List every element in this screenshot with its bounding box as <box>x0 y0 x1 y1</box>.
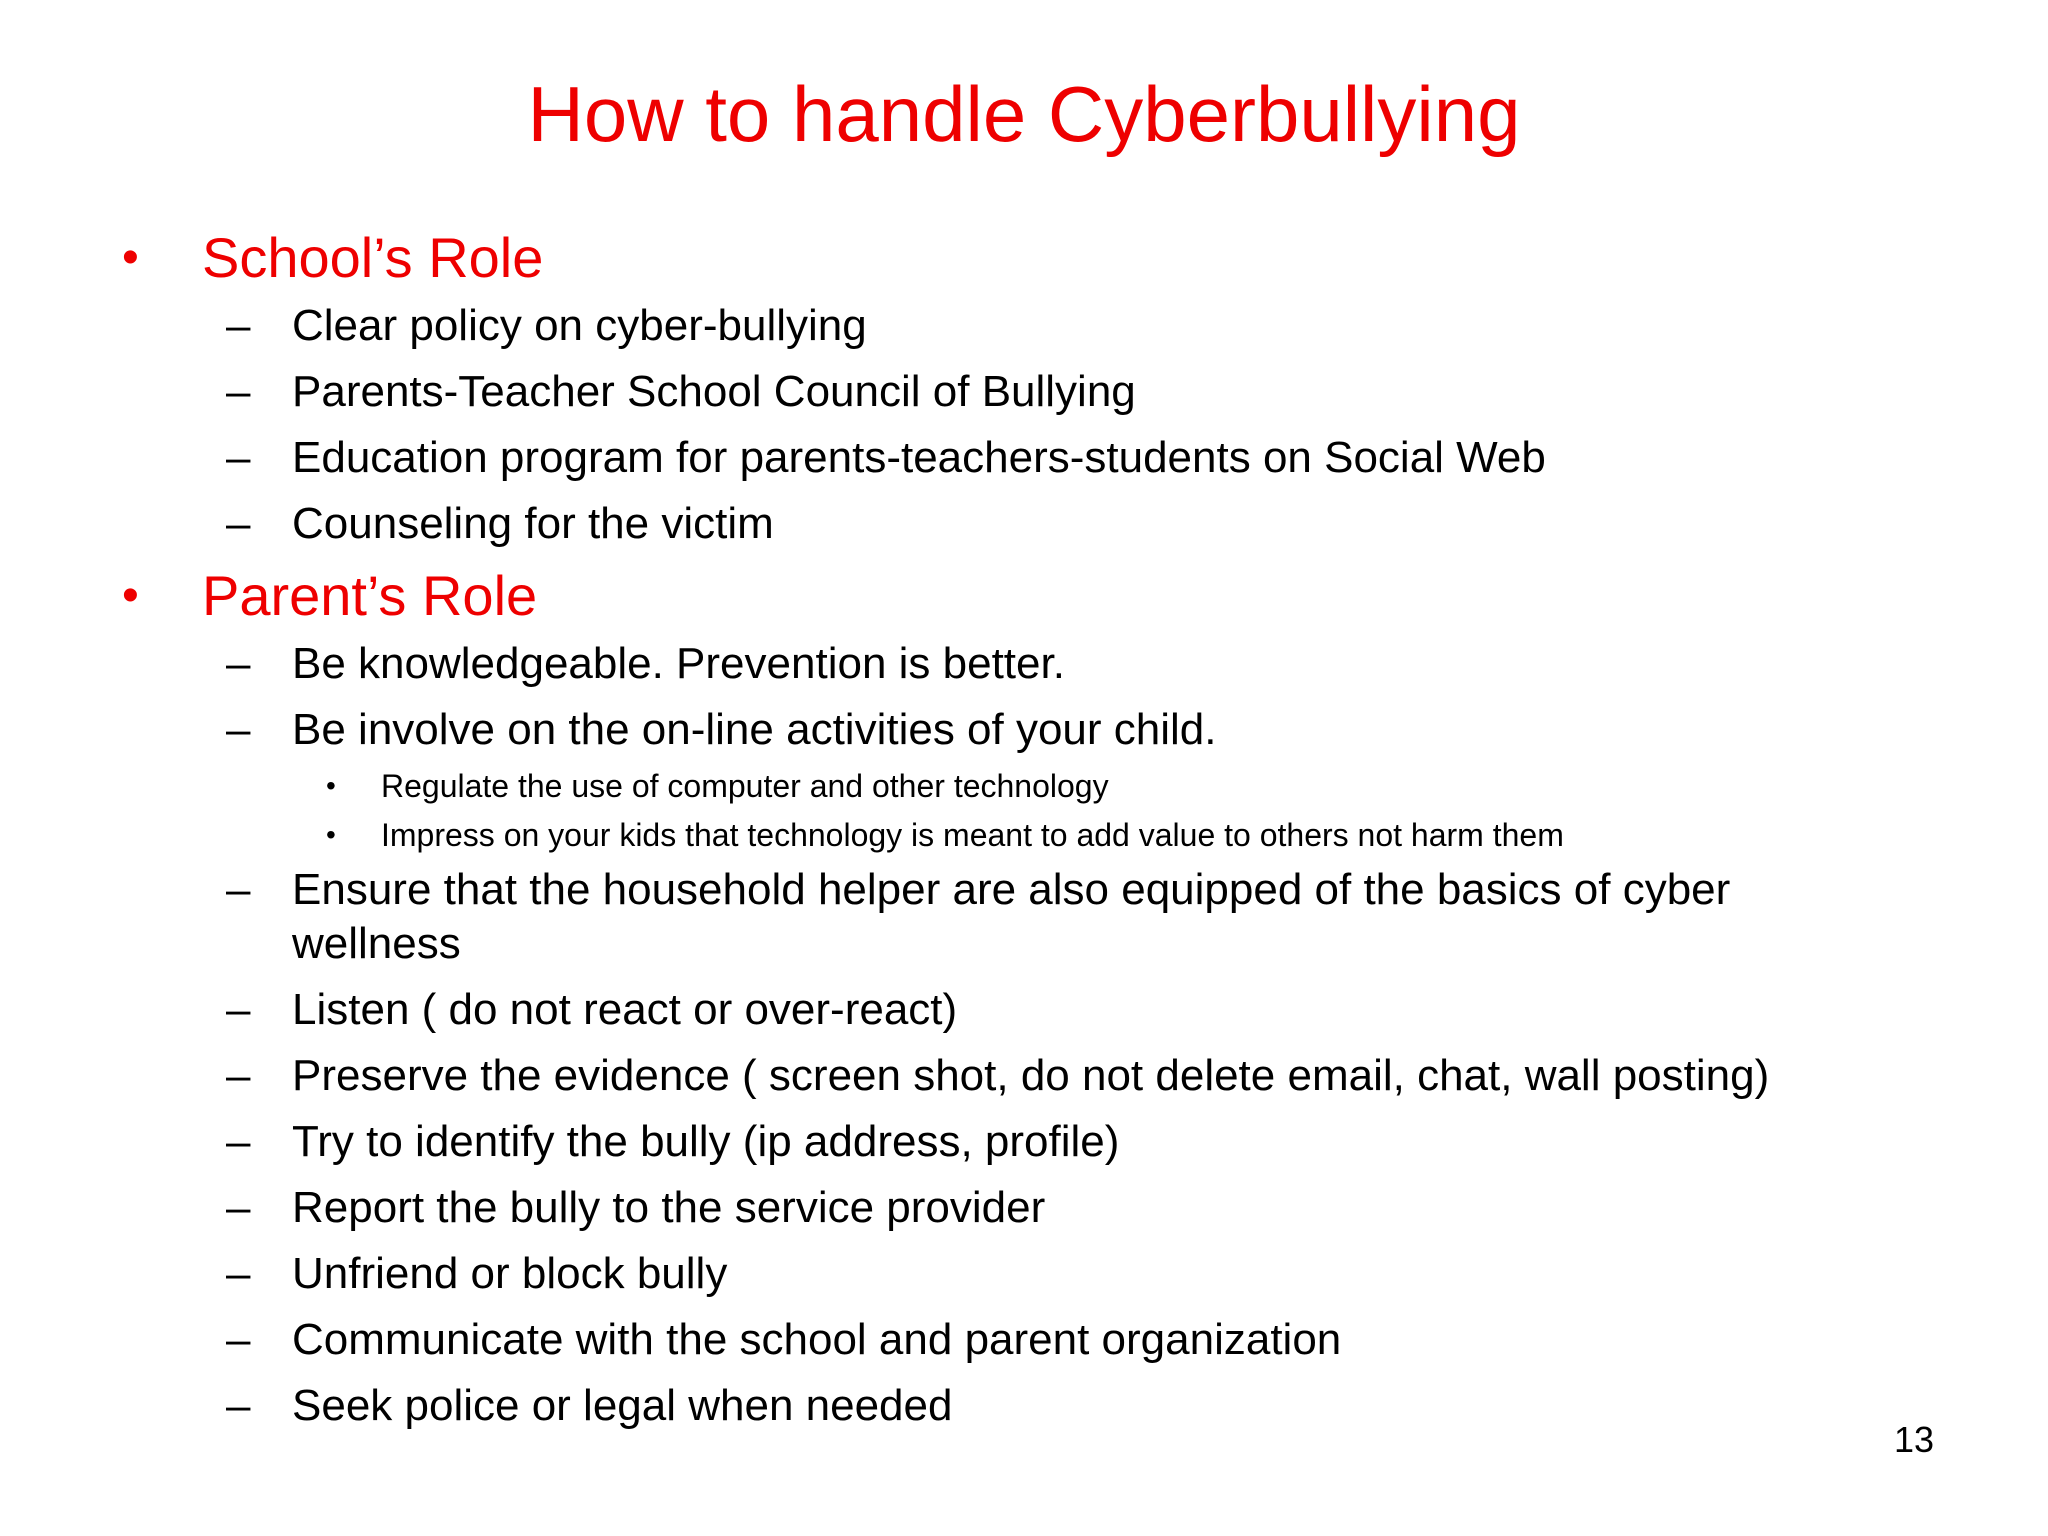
dash-marker: – <box>226 367 251 416</box>
list-item-text: Be involve on the on-line activities of your child. <box>292 705 1217 754</box>
list-item <box>0 1247 2048 1301</box>
list-item <box>0 983 2048 1037</box>
dash-marker: – <box>226 1381 251 1430</box>
list-item <box>0 1313 2048 1367</box>
list-item-text: Be knowledgeable. Prevention is better. <box>292 639 1065 688</box>
sub-list-item <box>0 815 2048 855</box>
list-item-text: Education program for parents-teachers-students on Social Web <box>292 433 1546 482</box>
dash-marker: – <box>226 865 251 914</box>
bullet-marker: • <box>122 231 139 284</box>
list-item-text: Parents-Teacher School Council of Bullying <box>292 367 1136 416</box>
sub-list-item-text: Impress on your kids that technology is meant to add value to others not harm them <box>381 817 1564 853</box>
dash-marker: – <box>226 705 251 754</box>
list-item <box>0 299 2048 353</box>
dash-marker: – <box>226 1117 251 1166</box>
list-item <box>0 365 2048 419</box>
list-item-text: Clear policy on cyber-bullying <box>292 301 867 350</box>
list-item <box>0 1115 2048 1169</box>
list-item-text: Ensure that the household helper are also equipped of the basics of cyber wellness <box>292 865 1731 968</box>
dash-marker: – <box>226 1315 251 1364</box>
page-number: 13 <box>1893 1419 1934 1460</box>
sub-list-item-text: Regulate the use of computer and other technology <box>381 768 1109 804</box>
sub-bullet-marker: • <box>326 819 336 850</box>
list-item-text: Try to identify the bully (ip address, profile) <box>292 1117 1120 1166</box>
section-heading-label: Parent’s Role <box>202 564 538 627</box>
dash-marker: – <box>226 985 251 1034</box>
dash-marker: – <box>226 499 251 548</box>
dash-marker: – <box>226 639 251 688</box>
list-item <box>0 703 2048 757</box>
list-item-text: Unfriend or block bully <box>292 1249 728 1298</box>
list-item-text: Counseling for the victim <box>292 499 774 548</box>
list-item <box>0 863 2048 971</box>
list-item <box>0 1181 2048 1235</box>
list-item <box>0 1379 2048 1433</box>
list-item <box>0 497 2048 551</box>
dash-marker: – <box>226 1051 251 1100</box>
list-item <box>0 431 2048 485</box>
list-item <box>0 1049 2048 1103</box>
list-item-text: Seek police or legal when needed <box>292 1381 953 1430</box>
bullet-marker: • <box>122 569 139 622</box>
sub-bullet-marker: • <box>326 770 336 801</box>
dash-marker: – <box>226 433 251 482</box>
list-item-text: Listen ( do not react or over-react) <box>292 985 958 1034</box>
slide-content <box>0 215 2048 1433</box>
dash-marker: – <box>226 301 251 350</box>
dash-marker: – <box>226 1183 251 1232</box>
list-item-text: Communicate with the school and parent organization <box>292 1315 1342 1364</box>
slide-title: How to handle Cyberbullying <box>527 70 1521 158</box>
sub-list-item <box>0 766 2048 806</box>
list-item-text: Report the bully to the service provider <box>292 1183 1046 1232</box>
section-heading-school-role <box>0 223 2048 293</box>
list-item-text: Preserve the evidence ( screen shot, do not delete email, chat, wall posting) <box>292 1051 1770 1100</box>
section-heading-label: School’s Role <box>202 226 544 289</box>
section-heading-parent-role <box>0 561 2048 631</box>
dash-marker: – <box>226 1249 251 1298</box>
list-item <box>0 637 2048 691</box>
